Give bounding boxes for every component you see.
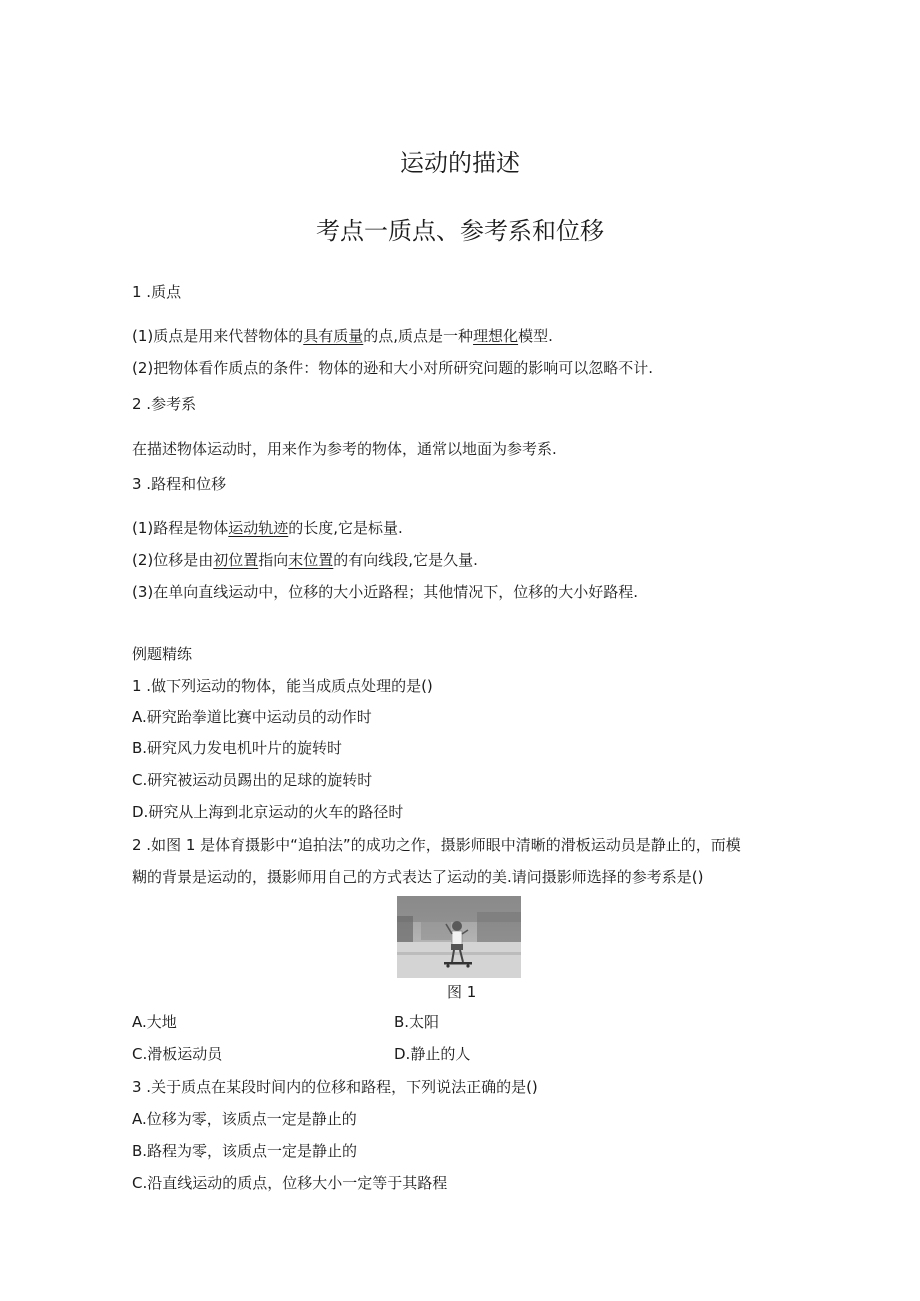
section-title: 考点一质点、参考系和位移 <box>316 217 604 245</box>
heading-point-mass: 1 .质点 <box>132 283 182 301</box>
underlined-term: 初位置 <box>213 551 259 569</box>
question-3-stem: 3 .关于质点在某段时间内的位移和路程，下列说法正确的是() <box>132 1078 538 1096</box>
underlined-term: 具有质量 <box>303 327 364 345</box>
question-2-stem-line-2: 糊的背景是运动的，摄影师用自己的方式表达了运动的美.请问摄影师选择的参考系是() <box>132 868 704 886</box>
text-segment: 模型. <box>518 327 553 345</box>
heading-examples: 例题精练 <box>132 645 193 663</box>
question-1-option-a: A.研究跆拳道比赛中运动员的动作时 <box>132 708 372 726</box>
text-segment: (1)路程是物体 <box>132 519 229 537</box>
paragraph-path-3: (3)在单向直线运动中，位移的大小近路程；其他情况下，位移的大小好路程. <box>132 583 639 601</box>
paragraph-point-mass-1 <box>132 326 553 346</box>
text-segment: 的有向线段,它是久量. <box>333 551 478 569</box>
underlined-term: 末位置 <box>288 551 334 569</box>
paragraph-path-2 <box>132 550 478 570</box>
text-segment: (2)位移是由 <box>132 551 214 569</box>
paragraph-reference-frame: 在描述物体运动时，用来作为参考的物体，通常以地面为参考系. <box>132 440 557 458</box>
text-segment: 的长度,它是标量. <box>288 519 403 537</box>
heading-path-displacement: 3 .路程和位移 <box>132 475 227 493</box>
question-1-option-b: B.研究风力发电机叶片的旋转时 <box>132 739 343 757</box>
question-2-option-d: D.静止的人 <box>394 1045 471 1063</box>
figure-caption: 图 1 <box>447 983 477 1001</box>
underlined-term: 运动轨迹 <box>228 519 289 537</box>
question-2-option-c: C.滑板运动员 <box>132 1045 223 1063</box>
paragraph-path-1 <box>132 518 403 538</box>
question-1-stem: 1 .做下列运动的物体，能当成质点处理的是() <box>132 677 433 695</box>
question-3-option-c: C.沿直线运动的质点，位移大小一定等于其路程 <box>132 1174 448 1192</box>
text-segment: 指向 <box>258 551 289 569</box>
paragraph-point-mass-2: (2)把物体看作质点的条件：物体的逊和大小对所研究问题的影响可以忽略不计. <box>132 359 654 377</box>
question-2-option-a: A.大地 <box>132 1013 177 1031</box>
question-1-option-c: C.研究被运动员踢出的足球的旋转时 <box>132 771 373 789</box>
heading-reference-frame: 2 .参考系 <box>132 395 197 413</box>
question-3-option-b: B.路程为零，该质点一定是静止的 <box>132 1142 358 1160</box>
text-segment: (1)质点是用来代替物体的 <box>132 327 304 345</box>
skateboarder-photo <box>397 896 521 978</box>
document-title: 运动的描述 <box>400 149 520 177</box>
underlined-term: 理想化 <box>473 327 519 345</box>
question-3-option-a: A.位移为零，该质点一定是静止的 <box>132 1110 357 1128</box>
text-segment: 的点,质点是一种 <box>363 327 474 345</box>
question-1-option-d: D.研究从上海到北京运动的火车的路径时 <box>132 803 404 821</box>
question-2-option-b: B.太阳 <box>394 1013 440 1031</box>
question-2-stem-line-1: 2 .如图 1 是体育摄影中“追拍法”的成功之作，摄影师眼中清晰的滑板运动员是静止的，而模 <box>132 836 741 854</box>
